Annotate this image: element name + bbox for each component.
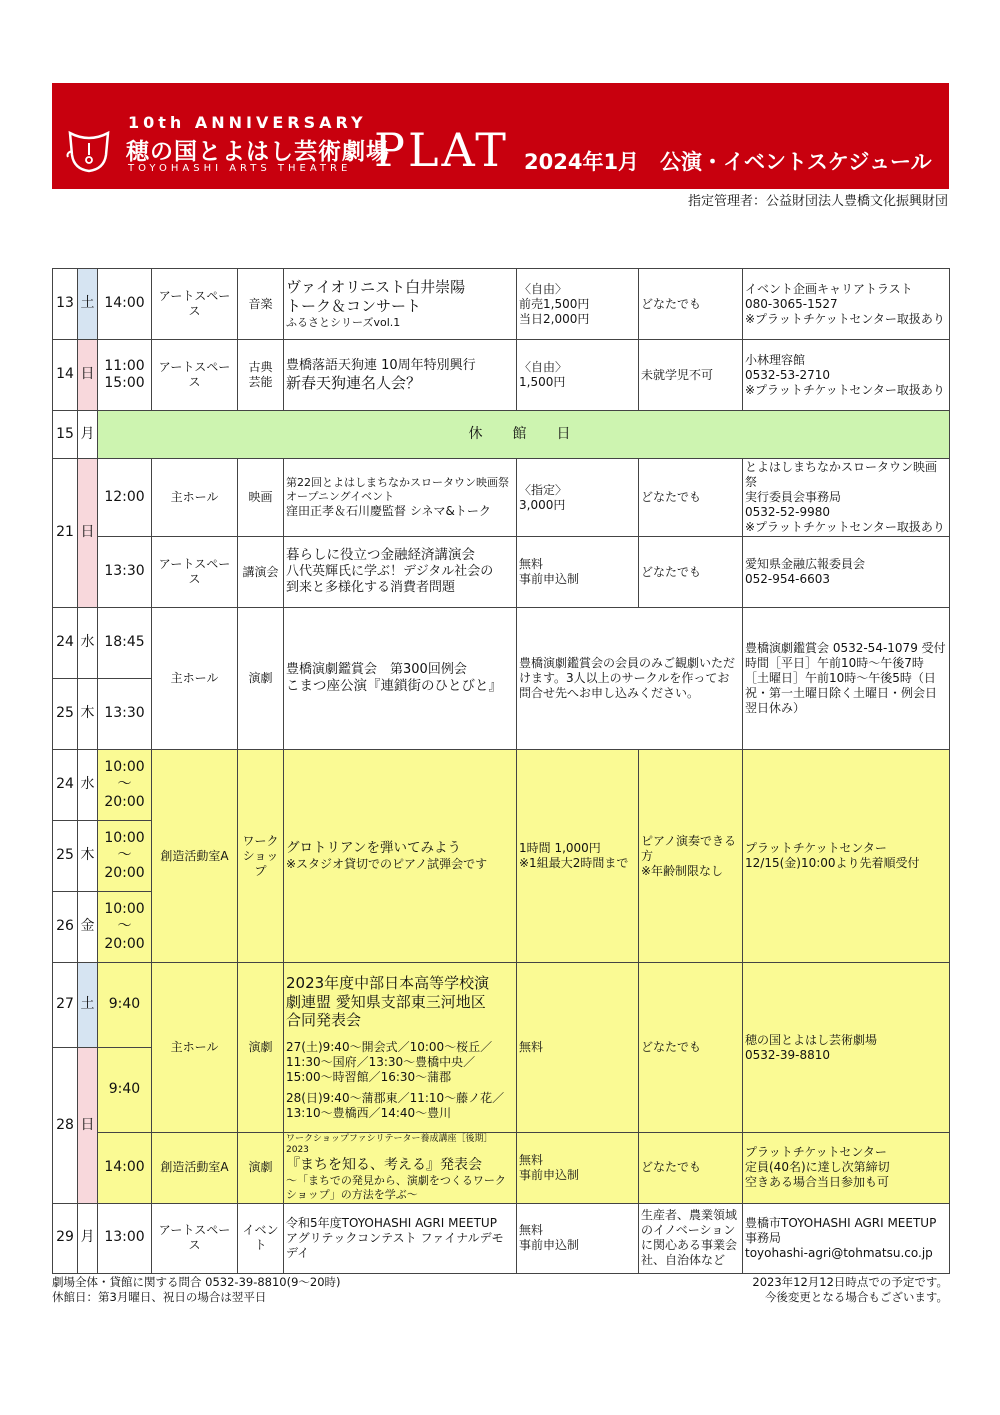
venue-cell: アートスペース xyxy=(152,1203,238,1273)
title-line: 八代英輝氏に学ぶ！デジタル社会の xyxy=(286,564,494,580)
time-cell: 13:30 xyxy=(98,537,152,608)
genre-line: ワーク xyxy=(242,833,279,848)
venue-cell: 創造活動室A xyxy=(152,750,238,963)
day-cell: 月 xyxy=(78,1203,98,1273)
date-cell: 13 xyxy=(53,269,78,340)
price-cell xyxy=(517,459,639,537)
title-line: 『まちを知る、考える』発表会 xyxy=(286,1156,482,1173)
target-cell: どなたでも xyxy=(639,269,743,340)
price-cell xyxy=(517,1203,639,1273)
title-cell xyxy=(284,459,517,537)
genre-cell: イベント xyxy=(238,1203,284,1273)
time-line: 10:00 xyxy=(104,829,145,846)
contact-line: 0532-53-2710 xyxy=(745,367,831,382)
title-line: 新春天狗連名人会？ xyxy=(286,373,422,392)
title-line: 劇連盟 愛知県支部東三河地区 xyxy=(286,992,486,1011)
date-cell: 28 xyxy=(53,1048,78,1204)
target-cell xyxy=(639,750,743,963)
title-cell xyxy=(284,269,517,340)
time-cell xyxy=(98,892,152,963)
theatre-name-jp: 穂の国とよはし芸術劇場 xyxy=(126,139,390,165)
title-cell xyxy=(284,963,517,1133)
title-line: トーク＆コンサート xyxy=(286,297,422,316)
genre-cell: 音楽 xyxy=(238,269,284,340)
date-cell: 15 xyxy=(53,411,78,459)
venue-cell: アートスペース xyxy=(152,269,238,340)
title-line: アグリテックコンテスト ファイナルデモデイ xyxy=(286,1230,504,1260)
day-cell: 金 xyxy=(78,892,98,963)
contact-cell xyxy=(743,537,950,608)
table-row xyxy=(53,411,950,459)
note-cell: 豊橋演劇鑑賞会の会員のみご観劇いただけます。3人以上のサークルを作ってお問合せ先へお申し込みください。 xyxy=(517,608,743,750)
contact-cell xyxy=(743,1203,950,1273)
contact-line: 事務局 xyxy=(745,1230,782,1245)
genre-cell xyxy=(238,340,284,411)
genre-cell: 講演会 xyxy=(238,537,284,608)
date-cell: 29 xyxy=(53,1203,78,1273)
detail-line: 27(土)9:40〜開会式／10:00〜桜丘／11:30〜国府／13:30〜豊橋中央／15:00〜時習館／16:30〜蒲郡 xyxy=(286,1040,493,1085)
contact-line: 定員(40名)に達し次第締切 xyxy=(745,1160,890,1175)
date-cell: 21 xyxy=(53,459,78,608)
price-line: 事前申込制 xyxy=(519,1238,580,1252)
time-line: 〜 xyxy=(117,776,132,793)
contact-line: 豊橋市TOYOHASHI AGRI MEETUP xyxy=(745,1215,937,1230)
title-cell xyxy=(284,537,517,608)
footer-contact xyxy=(52,1275,341,1305)
date-cell: 24 xyxy=(53,750,78,821)
table-row xyxy=(53,340,950,411)
title-cell xyxy=(284,1133,517,1204)
genre-cell: 演劇 xyxy=(238,1133,284,1204)
venue-cell: 主ホール xyxy=(152,608,238,750)
contact-line: 実行委員会事務局 xyxy=(745,490,842,504)
contact-line: 小林理容館 xyxy=(745,352,806,367)
target-cell: どなたでも xyxy=(639,1133,743,1204)
price-cell xyxy=(517,340,639,411)
venue-cell: アートスペース xyxy=(152,340,238,411)
title-line: 2023年度中部日本高等学校演 xyxy=(286,973,490,992)
contact-line: ※プラットチケットセンター取扱あり xyxy=(745,520,945,534)
target-cell: 生産者、農業領域のイノベーションに関心ある事業会社、自治体など xyxy=(639,1203,743,1273)
title-line: オープニングイベント xyxy=(286,490,395,503)
contact-cell xyxy=(743,340,950,411)
time-line: 20:00 xyxy=(104,793,145,810)
price-cell xyxy=(517,537,639,608)
contact-cell xyxy=(743,269,950,340)
title-line: ※スタジオ貸切でのピアノ試弾会です xyxy=(286,856,488,871)
theatre-name-en: TOYOHASHI ARTS THEATRE xyxy=(128,163,352,174)
table-row xyxy=(53,1203,950,1273)
table-row xyxy=(53,269,950,340)
footer-line: 劇場全体・貸館に関する問合 0532-39-8810(9〜20時) xyxy=(52,1275,341,1289)
target-cell: 未就学児不可 xyxy=(639,340,743,411)
time-cell: 14:00 xyxy=(98,269,152,340)
closed-day-cell: 休 館 日 xyxy=(98,411,950,459)
genre-cell: 演劇 xyxy=(238,963,284,1133)
date-cell: 24 xyxy=(53,608,78,679)
page-title: 2024年1月 公演・イベントスケジュール xyxy=(524,150,932,174)
table-row xyxy=(53,750,950,821)
contact-line: 穂の国とよはし芸術劇場 xyxy=(745,1032,878,1047)
contact-line: プラットチケットセンター xyxy=(745,1145,887,1160)
target-cell: どなたでも xyxy=(639,459,743,537)
time-cell: 14:00 xyxy=(98,1133,152,1204)
time-cell: 9:40 xyxy=(98,1048,152,1133)
title-line: ふるさとシリーズvol.1 xyxy=(286,315,401,329)
title-line: グロトリアンを弾いてみよう xyxy=(286,840,461,857)
day-cell: 木 xyxy=(78,679,98,750)
footer-line: 2023年12月12日時点での予定です。 xyxy=(752,1275,948,1289)
theatre-mask-icon xyxy=(66,127,112,173)
day-cell: 木 xyxy=(78,821,98,892)
contact-line: ※プラットチケットセンター取扱あり xyxy=(745,311,945,326)
time-cell: 12:00 xyxy=(98,459,152,537)
title-line: 第22回とよはしまちなかスロータウン映画祭 xyxy=(286,476,509,490)
contact-line: 12/15(金)10:00より先着順受付 xyxy=(745,856,920,870)
time-line: 15:00 xyxy=(104,375,145,391)
anniversary-label: 10th ANNIVERSARY xyxy=(128,113,367,132)
price-cell xyxy=(517,269,639,340)
title-line: 〜「まちでの発見から、演劇をつくるワークショップ」の方法を学ぶ〜 xyxy=(286,1174,506,1201)
price-line: 事前申込制 xyxy=(519,572,580,586)
title-cell xyxy=(284,340,517,411)
contact-line: toyohashi-agri@tohmatsu.co.jp xyxy=(745,1245,933,1260)
title-cell xyxy=(284,608,517,750)
contact-cell xyxy=(743,459,950,537)
target-cell: どなたでも xyxy=(639,963,743,1133)
time-cell xyxy=(98,821,152,892)
day-cell: 月 xyxy=(78,411,98,459)
table-row xyxy=(53,459,950,537)
time-line: 10:00 xyxy=(104,758,145,775)
table-row xyxy=(53,963,950,1048)
price-line: 1,500円 xyxy=(519,375,566,389)
time-cell: 18:45 xyxy=(98,608,152,679)
contact-line: イベント企画キャリアトラスト xyxy=(745,281,913,296)
title-line: ヴァイオリニスト白井崇陽 xyxy=(286,278,466,297)
title-line: 到来と多様化する消費者問題 xyxy=(286,580,456,596)
contact-line: プラットチケットセンター xyxy=(745,841,887,855)
genre-line: 芸能 xyxy=(248,375,273,389)
target-cell: どなたでも xyxy=(639,537,743,608)
price-line: 〈自由〉 xyxy=(519,281,568,296)
contact-cell: 豊橋演劇鑑賞会 0532-54-1079 受付時間［平日］午前10時〜午後7時［土曜日］午前10時〜午後5時（日祝・第一土曜日除く土曜日・例会日翌日休み） xyxy=(743,608,950,750)
time-line: 〜 xyxy=(117,847,132,864)
price-line: 無料 xyxy=(519,1152,544,1167)
contact-line: とよはしまちなかスロータウン映画祭 xyxy=(745,460,938,489)
contact-line: 愛知県金融広報委員会 xyxy=(745,557,866,571)
contact-line: 0532-39-8810 xyxy=(745,1047,831,1062)
time-line: 20:00 xyxy=(104,935,145,952)
price-line: 無料 xyxy=(519,557,544,571)
title-cell xyxy=(284,1203,517,1273)
time-cell xyxy=(98,340,152,411)
title-line: 令和5年度TOYOHASHI AGRI MEETUP xyxy=(286,1215,497,1230)
title-cell xyxy=(284,750,517,963)
contact-line: 0532-52-9980 xyxy=(745,505,831,519)
time-cell: 9:40 xyxy=(98,963,152,1048)
time-cell xyxy=(98,750,152,821)
day-cell: 日 xyxy=(78,459,98,608)
title-line: 豊橋演劇鑑賞会 第300回例会 xyxy=(286,661,467,677)
title-line: 窪田正孝＆石川慶監督 シネマ&トーク xyxy=(286,503,491,518)
title-line: こまつ座公演『連鎖街のひとびと』 xyxy=(286,678,502,695)
price-cell: 無料 xyxy=(517,963,639,1133)
genre-cell xyxy=(238,750,284,963)
footer-note xyxy=(752,1275,948,1305)
day-cell: 水 xyxy=(78,750,98,821)
date-cell: 25 xyxy=(53,821,78,892)
contact-line: 空きある場合当日参加も可 xyxy=(745,1175,890,1190)
day-cell: 水 xyxy=(78,608,98,679)
price-line: 事前申込制 xyxy=(519,1167,580,1182)
contact-line: 080-3065-1527 xyxy=(745,296,838,311)
table-row xyxy=(53,608,950,679)
date-cell: 26 xyxy=(53,892,78,963)
title-line: ワークショップファシリテーター養成講座［後期］2023 xyxy=(286,1134,493,1156)
contact-cell xyxy=(743,750,950,963)
price-line: 当日2,000円 xyxy=(519,311,590,326)
genre-line: 古典 xyxy=(248,360,273,374)
footer-line: 今後変更となる場合もございます。 xyxy=(764,1289,948,1304)
venue-cell: 創造活動室A xyxy=(152,1133,238,1204)
schedule-table xyxy=(52,268,950,1274)
venue-cell: 主ホール xyxy=(152,963,238,1133)
day-cell: 日 xyxy=(78,340,98,411)
price-line: 無料 xyxy=(519,1223,544,1237)
price-cell xyxy=(517,750,639,963)
price-line: 〈指定〉 xyxy=(519,482,568,497)
time-cell: 13:00 xyxy=(98,1203,152,1273)
day-cell: 土 xyxy=(78,269,98,340)
title-line: 暮らしに役立つ金融経済講演会 xyxy=(286,547,475,564)
target-line: ※年齢制限なし xyxy=(641,863,724,878)
price-line: 3,000円 xyxy=(519,497,566,512)
day-cell: 日 xyxy=(78,1048,98,1204)
day-cell: 土 xyxy=(78,963,98,1048)
title-line: 豊橋落語天狗連 10周年特別興行 xyxy=(286,357,476,373)
contact-line: 052-954-6603 xyxy=(745,572,831,586)
table-row xyxy=(53,1133,950,1204)
time-line: 10:00 xyxy=(104,900,145,917)
manager-label: 指定管理者：公益財団法人豊橋文化振興財団 xyxy=(687,194,948,209)
time-line: 〜 xyxy=(117,918,132,935)
footer-line: 休館日：第3月曜日、祝日の場合は翌平日 xyxy=(52,1289,267,1304)
time-line: 20:00 xyxy=(104,864,145,881)
price-line: 1時間 1,000円 xyxy=(519,841,601,855)
header-banner xyxy=(52,83,949,189)
date-cell: 14 xyxy=(53,340,78,411)
date-cell: 27 xyxy=(53,963,78,1048)
genre-cell: 演劇 xyxy=(238,608,284,750)
contact-cell xyxy=(743,963,950,1133)
genre-cell: 映画 xyxy=(238,459,284,537)
brand-logo: PLAT xyxy=(374,123,509,177)
title-line: 合同発表会 xyxy=(286,1011,362,1030)
date-cell: 25 xyxy=(53,679,78,750)
contact-cell xyxy=(743,1133,950,1204)
contact-line: ※プラットチケットセンター取扱あり xyxy=(745,382,945,397)
price-line: 前売1,500円 xyxy=(519,296,590,311)
table-row xyxy=(53,537,950,608)
price-cell xyxy=(517,1133,639,1204)
genre-line: ショップ xyxy=(242,848,279,878)
venue-cell: 主ホール xyxy=(152,459,238,537)
price-line: ※1組最大2時間まで xyxy=(519,856,629,870)
time-line: 11:00 xyxy=(104,357,145,374)
venue-cell: アートスペース xyxy=(152,537,238,608)
time-cell: 13:30 xyxy=(98,679,152,750)
target-line: ピアノ演奏できる方 xyxy=(641,833,737,863)
detail-line: 28(日)9:40〜蒲郡東／11:10〜藤ノ花／13:10〜豊橋西／14:40〜豊川 xyxy=(286,1091,505,1121)
price-line: 〈自由〉 xyxy=(519,360,568,374)
